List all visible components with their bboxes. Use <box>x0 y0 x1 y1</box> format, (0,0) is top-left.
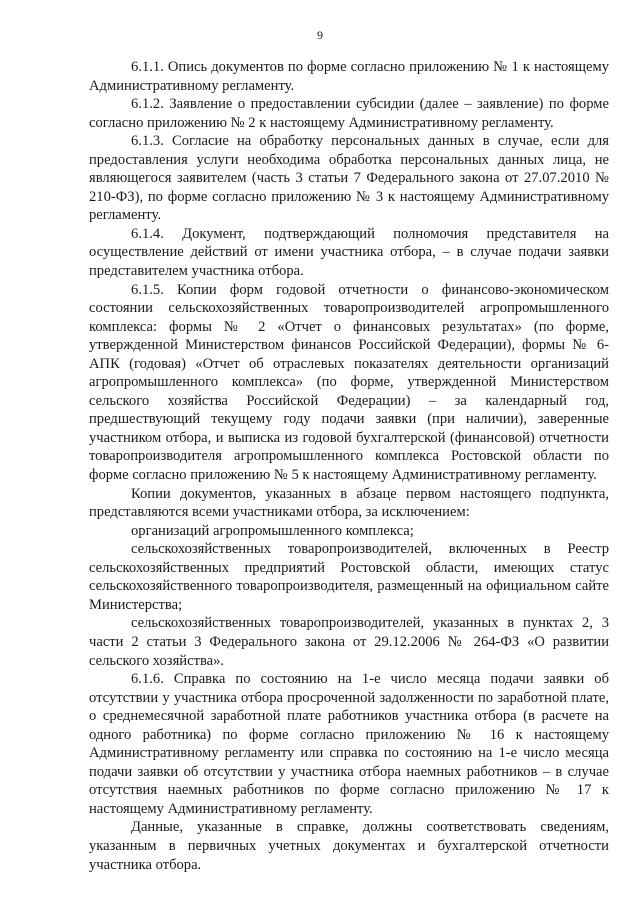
paragraph-6-1-1: 6.1.1. Опись документов по форме согласно приложению № 1 к настоящему Административному регламенту. <box>89 59 609 94</box>
paragraph-6-1-6: 6.1.6. Справка по состоянию на 1-е число месяца подачи заявки об отсутствии у участника отбора просроченной задолженности по заработной плате, о среднемесячной заработной плате работников участника отбора (в расчете на одного работника) по форме согласно приложению № 16 к настоящему Административному регламенту или справка по состоянию на 1-е число месяца подачи заявки об отсутствии у участника отбора наемных работников – в случае отсутствия наемных работников по форме согласно приложению № 17 к настоящему Административному регламенту. <box>89 671 609 817</box>
document-body <box>89 58 609 874</box>
exception-item-federal-law-producers: сельскохозяйственных товаропроизводителей, указанных в пунктах 2, 3 части 2 статьи 3 Федерального закона от 29.12.2006 № 264-ФЗ «О развитии сельского хозяйства». <box>89 615 609 669</box>
paragraph-copies-exceptions: Копии документов, указанных в абзаце первом настоящего подпункта, представляются всеми участниками отбора, за исключением: <box>89 485 609 521</box>
paragraph-6-1-2: 6.1.2. Заявление о предоставлении субсидии (далее – заявление) по форме согласно приложению № 2 к настоящему Административному регламенту. <box>89 96 609 131</box>
paragraph-6-1-4: 6.1.4. Документ, подтверждающий полномочия представителя на осуществление действий от имени участника отбора, – в случае подачи заявки представителем участника отбора. <box>89 225 609 280</box>
paragraph-6-1-3: 6.1.3. Согласие на обработку персональных данных в случае, если для предоставления услуги необходима обработка персональных данных лица, не являющегося заявителем (часть 3 статьи 7 Федерального закона от 27.07.2010 № 210-ФЗ), по форме согласно приложению № 3 к настоящему Административному регламенту. <box>89 133 609 224</box>
paragraph-data-consistency: Данные, указанные в справке, должны соответствовать сведениям, указанным в первичных учетных документах и бухгалтерской отчетности участника отбора. <box>89 819 609 873</box>
exception-item-agro-organizations: организаций агропромышленного комплекса; <box>131 522 414 539</box>
paragraph-6-1-5: 6.1.5. Копии форм годовой отчетности о финансово-экономическом состоянии сельскохозяйственных товаропроизводителей агропромышленного комплекса: формы № 2 «Отчет о финансовых результатах» (по форме, утвержденной Министерством финансов Российской Федерации), формы № 6-АПК (годовая) «Отчет об отраслевых показателях деятельности организаций агропромышленного комплекса» (по форме, утвержденной Министерством сельского хозяйства Российской Федерации) – за календарный год, предшествующий текущему году подачи заявки (при наличии), заверенные участником отбора, и выписка из годовой бухгалтерской (финансовой) отчетности товаропроизводителя агропромышленного комплекса Ростовской области по форме согласно приложению № 5 к настоящему Административному регламенту. <box>89 281 609 484</box>
page-number: 9 <box>317 28 323 42</box>
exception-item-registry-producers: сельскохозяйственных товаропроизводителей, включенных в Реестр сельскохозяйственных предприятий Ростовской области, имеющих статус сельскохозяйственного товаропроизводителя, размещенный на официальном сайте Министерства; <box>89 541 609 613</box>
